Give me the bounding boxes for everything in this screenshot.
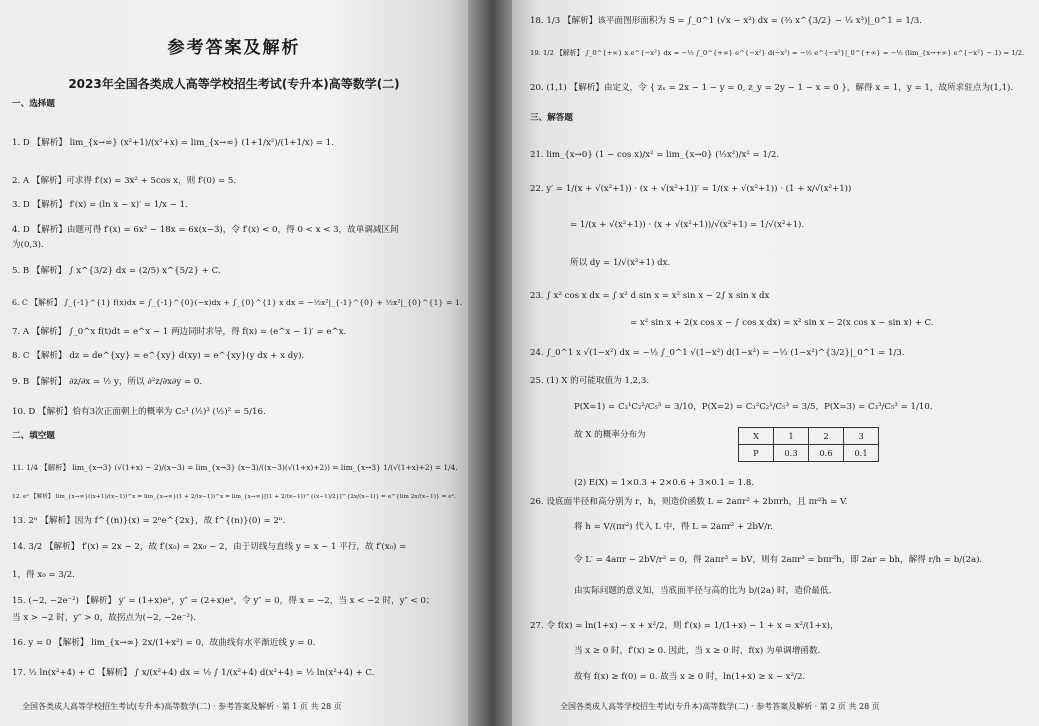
answer-13: 13. 2ⁿ 【解析】因为 f^{(n)}(x) = 2ⁿe^{2x}，故 f^{(n)}(0) = 2ⁿ. — [12, 516, 286, 526]
table-cell: 0.3 — [774, 445, 809, 462]
answer-12: 12. e² 【解析】 lim_{x→∞}((x+1)/(x−1))^x = lim_{x→∞}(1 + 2/(x−1))^x = lim_{x→∞}[(1 + 2/(x−1))^{(x−1)/2}]^{2x/(x−1)} = e^{lim 2x/(x−1)} = e². — [12, 494, 456, 500]
answer-27-step: 当 x ≥ 0 时，f′(x) ≥ 0. 因此，当 x ≥ 0 时，f(x) 为单调增函数. — [574, 646, 821, 656]
page-footer: 全国各类成人高等学校招生考试(专升本)高等数学(二) · 参考答案及解析 · 第 2 页 共 28 页 — [560, 702, 880, 711]
answer-10: 10. D 【解析】恰有3次正面朝上的概率为 C₅³ (½)³ (½)² = 5/16. — [12, 407, 266, 417]
answer-25: 25. (1) X 的可能取值为 1,2,3. — [530, 376, 650, 386]
answer-17: 17. ½ ln(x²+4) + C 【解析】 ∫ x/(x²+4) dx = ½ ∫ 1/(x²+4) d(x²+4) = ½ ln(x²+4) + C. — [12, 668, 375, 678]
answer-15: 15. (−2, −2e⁻²) 【解析】 y′ = (1+x)eˣ，y″ = (2+x)eˣ，令 y″ = 0，得 x = −2，当 x < −2 时，y″ < 0； — [12, 596, 435, 606]
answer-21: 21. lim_{x→0} (1 − cos x)/x² = lim_{x→0} (½x²)/x² = 1/2. — [530, 150, 780, 160]
answer-9: 9. B 【解析】 ∂z/∂x = ½ y，所以 ∂²z/∂x∂y = 0. — [12, 377, 203, 387]
answer-3: 3. D 【解析】 f′(x) = (ln x − x)′ = 1/x − 1. — [12, 200, 188, 210]
table-cell: X — [739, 428, 774, 445]
probability-table — [738, 427, 879, 462]
table-cell: 2 — [809, 428, 844, 445]
answer-14: 14. 3/2 【解析】 f′(x) = 2x − 2，故 f′(x₀) = 2x₀ − 2，由于切线与直线 y = x − 1 平行，故 f′(x₀) = — [12, 542, 407, 552]
answer-4-cont: 为(0,3). — [12, 240, 44, 250]
answer-25-probabilities: P(X=1) = C₃¹C₂²/C₅³ = 3/10，P(X=2) = C₃²C₂¹/C₅³ = 3/5，P(X=3) = C₃³/C₅³ = 1/10. — [574, 402, 933, 412]
table-cell: 0.6 — [809, 445, 844, 462]
answer-4: 4. D 【解析】由题可得 f′(x) = 6x² − 18x = 6x(x−3)，令 f′(x) < 0，得 0 < x < 3，故单调减区间 — [12, 225, 399, 235]
section-choice-heading: 一、选择题 — [12, 99, 55, 109]
answer-24: 24. ∫_0^1 x √(1−x²) dx = −½ ∫_0^1 √(1−x²) d(1−x²) = −⅓ (1−x²)^{3/2}|_0^1 = 1/3. — [530, 348, 905, 358]
table-cell: 3 — [844, 428, 879, 445]
left-page — [0, 0, 468, 726]
table-cell: P — [739, 445, 774, 462]
answer-26-step2: 令 L′ = 4aπr − 2bV/r² = 0，得 2aπr³ = bV，则有 2aπr³ = bπr²h，即 2ar = bh，解得 r/h = b/(2a). — [574, 555, 983, 565]
answer-27-conclusion: 故有 f(x) ≥ f(0) = 0. 故当 x ≥ 0 时，ln(1+x) ≥ x − x²/2. — [574, 672, 806, 682]
answer-26-conclusion: 由实际问题的意义知，当底面半径与高的比为 b/(2a) 时，造价最低. — [574, 586, 832, 596]
answer-25-expectation: (2) E(X) = 1×0.3 + 2×0.6 + 3×0.1 = 1.8. — [574, 478, 755, 488]
answer-27: 27. 令 f(x) = ln(1+x) − x + x²/2，则 f′(x) = 1/(1+x) − 1 + x = x²/(1+x)， — [530, 621, 839, 631]
page-footer: 全国各类成人高等学校招生考试(专升本)高等数学(二) · 参考答案及解析 · 第 1 页 共 28 页 — [22, 702, 342, 711]
answer-19: 19. 1/2 【解析】 ∫_0^{+∞} x e^{−x²} dx = −½ ∫_0^{+∞} e^{−x²} d(−x²) = −½ e^{−x²}|_0^{+∞} = −½ (lim_{x→+∞} e^{−x²} − 1) = 1/2. — [530, 49, 1025, 57]
answer-22-step: = 1/(x + √(x²+1)) · (x + √(x²+1))/√(x²+1) = 1/√(x²+1). — [570, 220, 805, 230]
answer-23-cont: = x² sin x + 2(x cos x − ∫ cos x dx) = x² sin x − 2(x cos x − sin x) + C. — [630, 318, 934, 328]
book-gutter — [468, 0, 512, 726]
answer-11: 11. 1/4 【解析】 lim_{x→3} (√(1+x) − 2)/(x−3) = lim_{x→3} (x−3)/((x−3)(√(1+x)+2)) = lim_{x→3} 1/(√(1+x)+2) = 1/4. — [12, 463, 458, 472]
answer-6: 6. C 【解析】 ∫_{-1}^{1} f(x)dx = ∫_{-1}^{0}(−x)dx + ∫_{0}^{1} x dx = −½x²|_{-1}^{0} + ½x²|_{0}^{1} = 1. — [12, 298, 463, 307]
answer-2: 2. A 【解析】可求得 f′(x) = 3x² + 5cos x，则 f′(0) = 5. — [12, 176, 237, 186]
answer-26: 26. 设底面半径和高分别为 r，h，则造价函数 L = 2aπr² + 2bπrh，且 πr²h = V. — [530, 497, 848, 507]
table-row — [739, 428, 879, 445]
answer-22-result: 所以 dy = 1/√(x²+1) dx. — [570, 258, 671, 268]
answer-15-cont: 当 x > −2 时，y″ > 0，故拐点为(−2, −2e⁻²). — [12, 613, 196, 623]
answer-8: 8. C 【解析】 dz = de^{xy} = e^{xy} d(xy) = e^{xy}(y dx + x dy). — [12, 351, 305, 361]
answer-1: 1. D 【解析】 lim_{x→∞} (x²+1)/(x²+x) = lim_{x→∞} (1+1/x²)/(1+1/x) = 1. — [12, 138, 334, 148]
exam-subtitle: 2023年全国各类成人高等学校招生考试(专升本)高等数学(二) — [68, 77, 400, 91]
answer-5: 5. B 【解析】 ∫ x^{3/2} dx = (2/5) x^{5/2} + C. — [12, 266, 221, 276]
right-page — [512, 0, 1039, 726]
table-cell: 1 — [774, 428, 809, 445]
answer-7: 7. A 【解析】 ∫_0^x f(t)dt = e^x − 1 两边同时求导，得 f(x) = (e^x − 1)′ = e^x. — [12, 327, 347, 337]
answer-23: 23. ∫ x² cos x dx = ∫ x² d sin x = x² sin x − 2∫ x sin x dx — [530, 291, 770, 301]
table-cell: 0.1 — [844, 445, 879, 462]
table-row — [739, 445, 879, 462]
answer-20: 20. (1,1) 【解析】由定义，令 { zₓ = 2x − 1 − y = 0, z_y = 2y − 1 − x = 0 }，解得 x = 1，y = 1，故所求驻点为(1,1). — [530, 83, 1014, 93]
answer-26-step1: 将 h = V/(πr²) 代入 L 中，得 L = 2aπr² + 2bV/r. — [574, 522, 773, 532]
answer-16: 16. y = 0 【解析】 lim_{x→∞} 2x/(1+x²) = 0，故曲线有水平渐近线 y = 0. — [12, 638, 316, 648]
answer-14-cont: 1，得 x₀ = 3/2. — [12, 570, 75, 580]
answer-22: 22. y′ = 1/(x + √(x²+1)) · (x + √(x²+1))′ = 1/(x + √(x²+1)) · (1 + x/√(x²+1)) — [530, 184, 852, 194]
section-fill-heading: 二、填空题 — [12, 431, 55, 441]
answer-25-dist-label: 故 X 的概率分布为 — [574, 430, 646, 440]
answer-18: 18. 1/3 【解析】该平面图形面积为 S = ∫_0^1 (√x − x²) dx = (⅔ x^{3/2} − ⅓ x³)|_0^1 = 1/3. — [530, 16, 922, 26]
page-title: 参考答案及解析 — [167, 38, 301, 58]
section-solution-heading: 三、解答题 — [530, 113, 573, 123]
